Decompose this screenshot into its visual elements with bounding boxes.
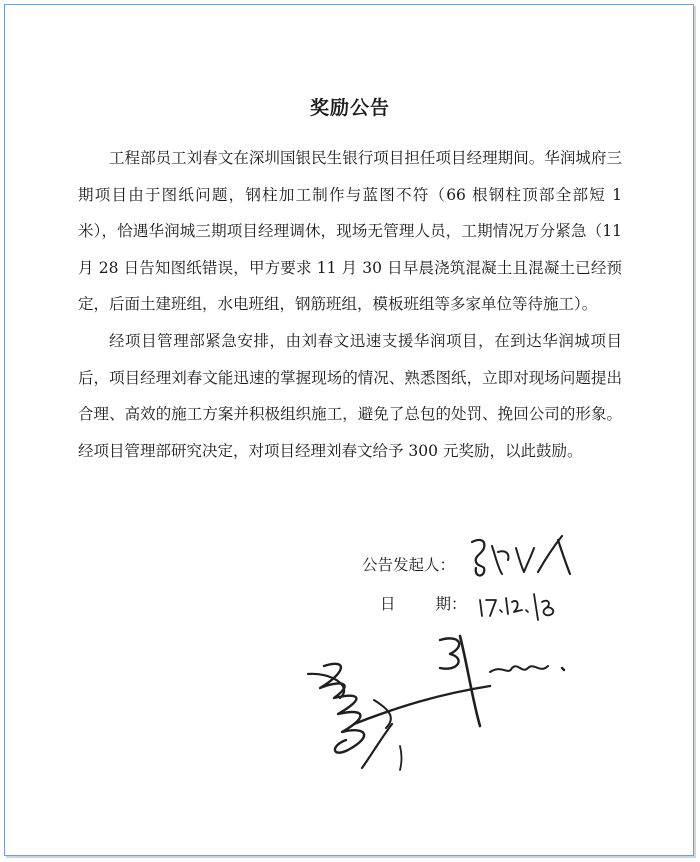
document-body xyxy=(78,140,622,469)
paragraph-1: 工程部员工刘春文在深圳国银民生银行项目担任项目经理期间。华润城府三期项目由于图纸问题，钢柱加工制作与蓝图不符（66 根钢柱顶部全部短 1 米），恰遇华润城三期项目经理调休，现场无管理人员，工期情况万分紧急（11 月 28 日告知图纸错误，甲方要求 11 月 30 日早晨浇筑混凝土且混凝土已经预定，后面土建班组，水电班组，钢筋班组，模板班组等多家单位等待施工）。 xyxy=(78,149,622,314)
document-title: 奖励公告 xyxy=(309,97,390,119)
approval-signature xyxy=(290,628,590,788)
date-label xyxy=(380,592,467,614)
handwritten-date xyxy=(476,588,566,624)
initiator-signature xyxy=(462,528,582,588)
initiator-label: 公告发起人： xyxy=(362,556,456,574)
date-label-part-1: 日 xyxy=(380,595,396,613)
paragraph-2: 经项目管理部紧急安排，由刘春文迅速支援华润项目，在到达华润城项目后，项目经理刘春文能迅速的掌握现场的情况、熟悉图纸，立即对现场问题提出合理、高效的施工方案并积极组织施工，避免了总包的处罚、挽回公司的形象。经项目管理部研究决定，对项目经理刘春文给予 300 元奖励，以此鼓励。 xyxy=(78,331,622,460)
date-label-part-2: 期： xyxy=(435,595,467,613)
